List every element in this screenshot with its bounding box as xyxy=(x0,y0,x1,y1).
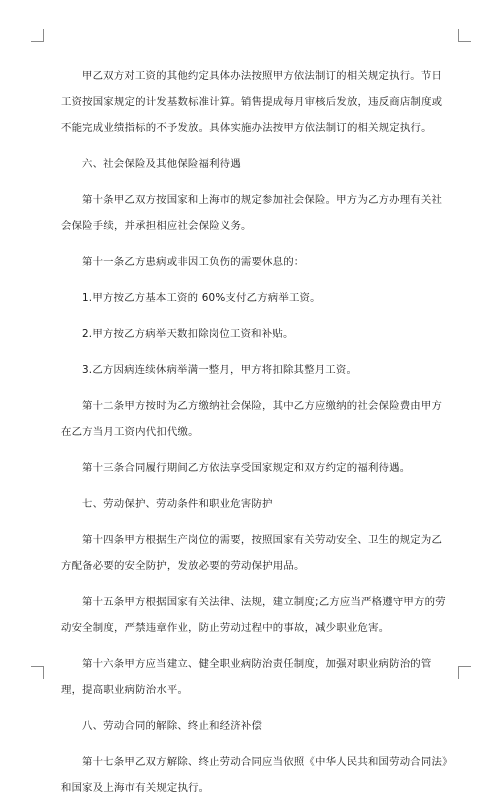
paragraph-wage-rules: 甲乙双方对工资的其他约定具体办法按照甲方依法制订的相关规定执行。节日工资按国家规定的计发基数标准计算。销售提成每月审核后发放，违反商店制度或不能完成业绩指标的不予发放。具体实施办法按甲方依法制订的相关规定执行。 xyxy=(61,70,443,134)
article-17: 第十七条甲乙双方解除、终止劳动合同应当依照《中华人民共和国劳动合同法》和国家及上海市有关规定执行。 xyxy=(61,756,448,794)
article-14: 第十四条甲方根据生产岗位的需要，按照国家有关劳动安全、卫生的规定为乙方配备必要的安全防护，发放必要的劳动保护用品。 xyxy=(61,534,443,572)
crop-mark-bottom-left xyxy=(31,666,44,679)
article-11-item-1: 1.甲方按乙方基本工资的 60%支付乙方病举工资。 xyxy=(82,292,321,304)
article-11: 第十一条乙方患病或非因工负伤的需要休息的： xyxy=(82,256,305,268)
article-13: 第十三条合同履行期间乙方依法享受国家规定和双方约定的福利待遇。 xyxy=(82,462,411,474)
article-10: 第十条甲乙双方按国家和上海市的规定参加社会保险。甲方为乙方办理有关社会保险手续，并承担相应社会保险义务。 xyxy=(61,194,443,232)
article-16: 第十六条甲方应当建立、健全职业病防治责任制度，加强对职业病防治的管理，提高职业病防治水平。 xyxy=(61,658,432,696)
article-15: 第十五条甲方根据国家有关法律、法规，建立制度;乙方应当严格遵守甲方的劳动安全制度，严禁违章作业，防止劳动过程中的事故，减少职业危害。 xyxy=(61,596,446,634)
section-heading-termination: 八、劳动合同的解除、终止和经济补偿 xyxy=(82,720,263,732)
section-heading-social-insurance: 六、社会保险及其他保险福利待遇 xyxy=(82,158,241,170)
article-11-item-3: 3.乙方因病连续休病举满一整月，甲方将扣除其整月工资。 xyxy=(82,364,358,376)
section-heading-labor-protection: 七、劳动保护、劳动条件和职业危害防护 xyxy=(82,498,273,510)
crop-mark-bottom-right xyxy=(458,666,471,679)
crop-mark-top-left xyxy=(31,29,44,42)
article-11-item-2: 2.甲方按乙方病举天数扣除岗位工资和补贴。 xyxy=(82,328,294,340)
crop-mark-top-right xyxy=(458,29,471,42)
document-body xyxy=(61,63,451,811)
article-12: 第十二条甲方按时为乙方缴纳社会保险，其中乙方应缴纳的社会保险费由甲方在乙方当月工资内代扣代缴。 xyxy=(61,400,443,438)
